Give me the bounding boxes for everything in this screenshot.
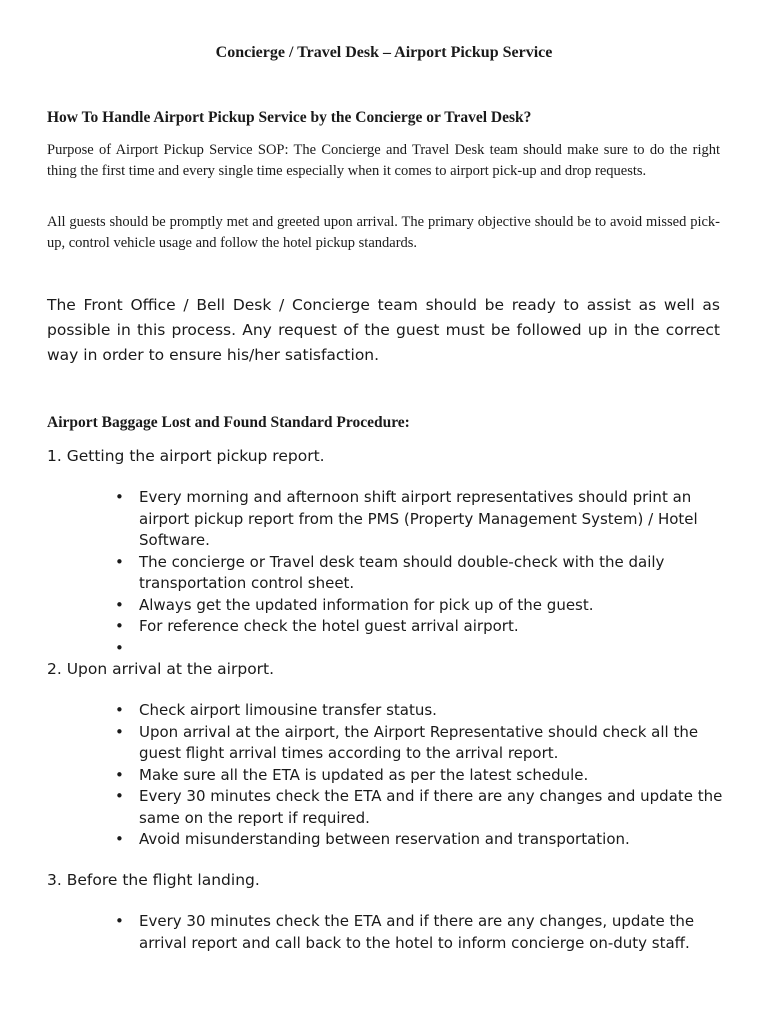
section-heading: How To Handle Airport Pickup Service by the Concierge or Travel Desk?	[47, 109, 532, 126]
step-3-list	[115, 911, 729, 954]
bullet-icon: •	[115, 912, 124, 930]
step-1-list	[115, 487, 729, 659]
list-item	[115, 786, 729, 829]
list-item	[115, 829, 729, 851]
list-item-text: Every morning and afternoon shift airport representatives should print an airport pickup report from the PMS (Property Management System) / Hotel Software.	[139, 488, 698, 549]
bullet-icon: •	[115, 638, 124, 657]
bullet-icon: •	[115, 830, 124, 848]
list-item	[115, 595, 729, 617]
list-item-text: Every 30 minutes check the ETA and if there are any changes and update the same on the report if required.	[139, 787, 723, 827]
list-item-text: Upon arrival at the airport, the Airport Representative should check all the guest flight arrival times according to the arrival report.	[139, 722, 699, 762]
list-item	[115, 722, 729, 765]
purpose-paragraph: Purpose of Airport Pickup Service SOP: The Concierge and Travel Desk team should make sure to do the right thing the first time and every single time especially when it comes to airport pick-up and drop requests.	[47, 142, 720, 179]
list-item-text: Avoid misunderstanding between reservation and transportation.	[139, 830, 630, 848]
list-item	[115, 911, 729, 954]
bullet-icon: •	[115, 787, 124, 805]
list-item	[115, 765, 729, 787]
list-item-text: Every 30 minutes check the ETA and if there are any changes, update the arrival report and call back to the hotel to inform concierge on-duty staff.	[139, 912, 695, 952]
list-item-text: Always get the updated information for pick up of the guest.	[139, 595, 594, 614]
list-item	[115, 487, 729, 552]
step-2-label: 2. Upon arrival at the airport.	[47, 660, 275, 678]
bullet-icon: •	[115, 722, 124, 741]
list-item	[115, 552, 729, 595]
list-item-text: Check airport limousine transfer status.	[139, 701, 437, 719]
front-office-paragraph: The Front Office / Bell Desk / Concierge team should be ready to assist as well as possible in this process. Any request of the guest must be followed up in the correct way in order to ensure his/her satisfaction.	[47, 296, 720, 364]
guests-paragraph: All guests should be promptly met and greeted upon arrival. The primary objective should be to avoid missed pick-up, control vehicle usage and follow the hotel pickup standards.	[47, 214, 720, 251]
bullet-icon: •	[115, 552, 124, 571]
list-item-text: Make sure all the ETA is updated as per the latest schedule.	[139, 765, 589, 784]
document-title: Concierge / Travel Desk – Airport Pickup Service	[215, 44, 553, 61]
bullet-icon: •	[115, 701, 124, 719]
list-item-text: For reference check the hotel guest arrival airport.	[139, 617, 519, 635]
step-1-label: 1. Getting the airport pickup report.	[47, 447, 325, 465]
list-item-text: The concierge or Travel desk team should double-check with the daily transportation control sheet.	[139, 552, 665, 592]
bullet-icon: •	[115, 595, 124, 614]
list-item	[115, 616, 729, 638]
bullet-icon: •	[115, 765, 124, 784]
bullet-icon: •	[115, 488, 124, 506]
list-item	[115, 638, 729, 660]
list-item	[115, 700, 729, 722]
step-2-list	[115, 700, 729, 851]
procedure-heading: Airport Baggage Lost and Found Standard Procedure:	[47, 414, 410, 431]
bullet-icon: •	[115, 617, 124, 635]
step-3-label: 3. Before the flight landing.	[47, 871, 260, 889]
